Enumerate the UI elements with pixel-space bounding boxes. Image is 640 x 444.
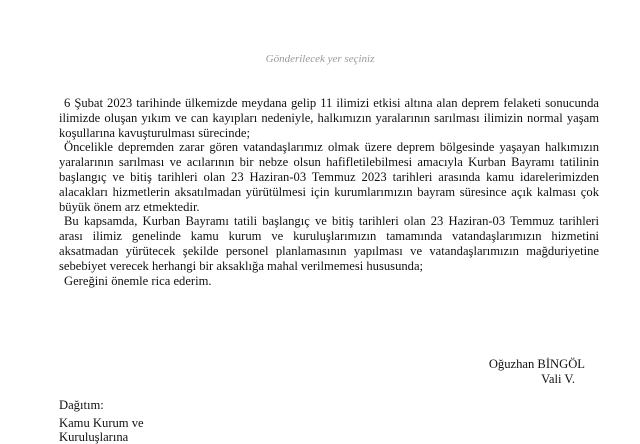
recipient-placeholder[interactable]: Gönderilecek yer seçiniz	[265, 53, 375, 65]
distribution-first-line: Kamu Kurum ve Kuruluşlarına	[59, 416, 144, 444]
letter-body	[59, 96, 599, 288]
paragraph-2: Öncelikle depremden zarar gören vatandaşlarımız olmak üzere deprem bölgesinde yaşayan halkımızın yaralarının sarılması ve acılarının bir nebze olsun hafifletilebilmesi amacıyla Kurban Bayramı tatilinin başlangıç ve bitiş tarihleri olan 23 Haziran-03 Temmuz 2023 tarihleri arasında kamu idarelerimizden alacakları hizmetlerin aksatılmadan yürütülmesi için kurumlarımızın bayram süresince açık kalması çok büyük önem arz etmektedir.	[59, 140, 599, 214]
paragraph-1: 6 Şubat 2023 tarihinde ülkemizde meydana gelip 11 ilimizi etkisi altına alan deprem felaketi sonucunda ilimizde oluşan yıkım ve can kayıpları nedeniyle, halkımızın yaralarının sarılması ilimizin normal yaşam koşullarına kavuşturulması sürecinde;	[59, 96, 599, 140]
distribution-label: Dağıtım:	[59, 398, 104, 412]
signatory-name: Oğuzhan BİNGÖL	[488, 357, 585, 371]
paragraph-3: Bu kapsamda, Kurban Bayramı tatili başlangıç ve bitiş tarihleri olan 23 Haziran-03 Temmuz tarihleri arası ilimiz genelinde kamu kurum ve kuruluşlarımızın tamamında vatandaşlarımızın hizmetini aksatmadan yürütecek şekilde personel planlamasının yapılması ve vatandaşlarımızın mağduriyetine sebebiyet verecek herhangi bir aksaklığa mahal verilmemesi hususunda;	[59, 214, 599, 273]
paragraph-4: Gereğini önemle rica ederim.	[64, 273, 212, 288]
signatory-title: Vali V.	[541, 372, 575, 386]
signature-block	[489, 357, 585, 387]
